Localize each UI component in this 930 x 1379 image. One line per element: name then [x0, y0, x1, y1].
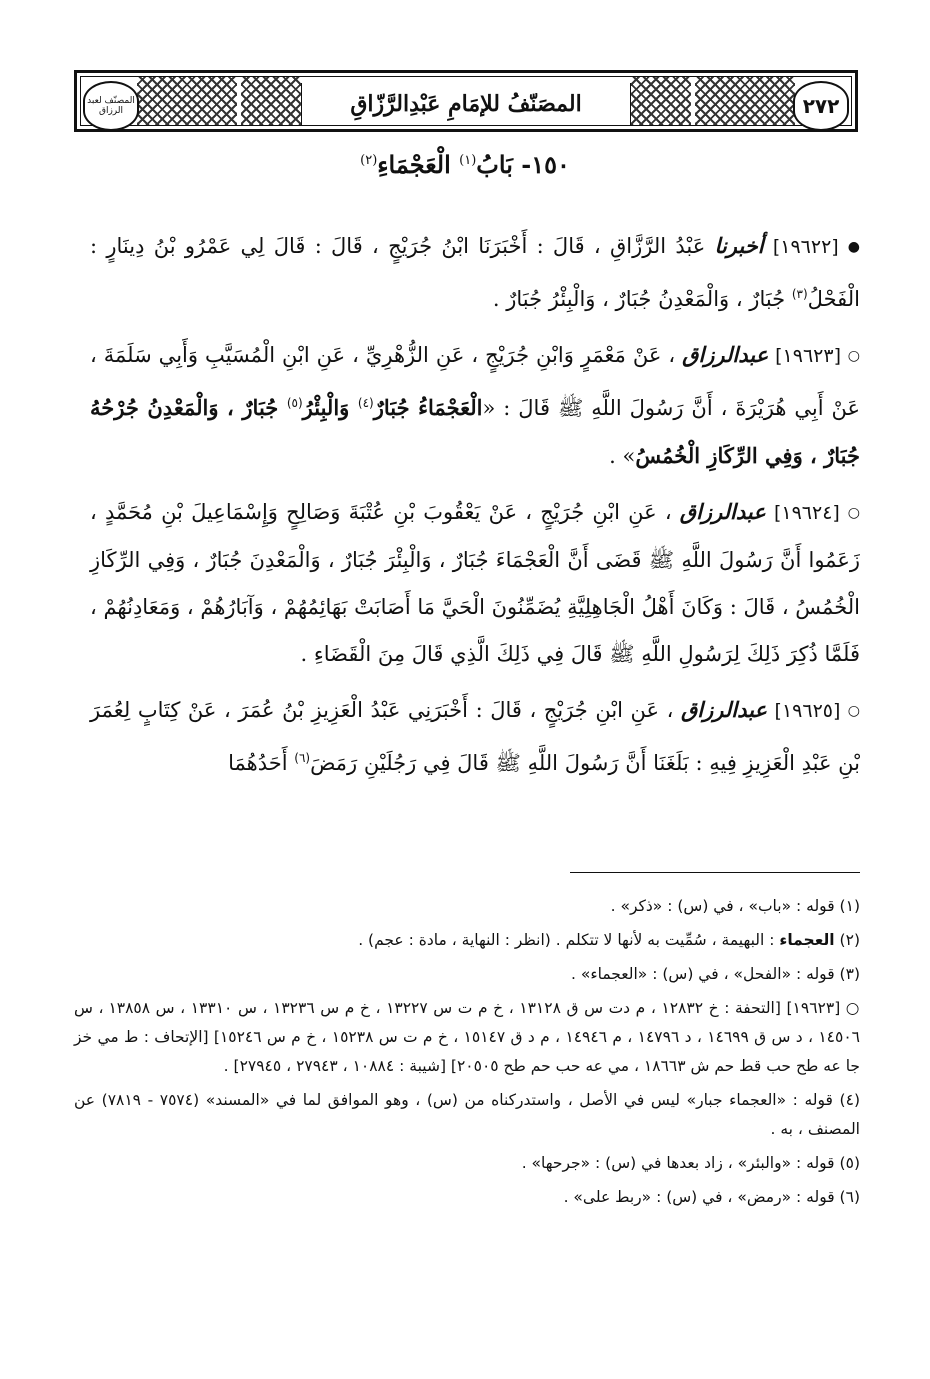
footnote-label: (٢) [839, 931, 860, 949]
hadith-number: [١٩٦٢٥] [774, 700, 841, 722]
footnote-ref: (٣) [791, 287, 808, 301]
footnote-label: (٤) [839, 1091, 860, 1109]
footnote-label: (١) [839, 897, 860, 915]
footnote-ref: (١) [459, 153, 477, 168]
footnote-text: قوله : «رمض» ، في (س) : «ربط على» . [563, 1188, 835, 1206]
hadith-19623 [90, 331, 860, 480]
chapter-heading [0, 150, 930, 179]
page-header [74, 70, 858, 132]
footnote-ref: (٢) [360, 153, 378, 168]
footnote-4 [74, 1086, 860, 1144]
footnote-3 [74, 960, 860, 989]
footnote-label: ○ [١٩٦٢٣] [786, 999, 860, 1017]
footnote-label: (٦) [839, 1188, 860, 1206]
footnote-text: قوله : «العجماء جبار» ليس في الأصل ، واستدركناه من (س) ، وهو الموافق لما في «المسند» (٧٥٧٤ - ٧٨١٩) عن المصنف ، به . [74, 1091, 860, 1138]
footnote-2 [74, 926, 860, 955]
main-text [90, 222, 860, 795]
chapter-label: ١٥٠- بَابُ [476, 150, 570, 179]
ornament-band-mid-right [631, 77, 691, 125]
hadith-matn: جُبَارٌ ، وَالْمَعْدِنُ جُرْحُهُ جُبَارٌ ، وَفِي الرِّكَازِ الْخُمُسُ [90, 395, 860, 468]
medallion-logo: المصنّف لعبد الرزاق [83, 81, 139, 131]
hadith-matn: الْعَجْمَاءُ جُبَارٌ [373, 395, 483, 420]
ornament-band-right [695, 77, 795, 125]
footnote-label: (٥) [839, 1154, 860, 1172]
hadith-19625 [90, 686, 860, 787]
footnote-label: (٣) [839, 965, 860, 983]
hadith-number: [١٩٦٢٣] [775, 345, 841, 367]
hadith-text: جُبَارٌ ، وَالْمَعْدِنُ جُبَارٌ ، وَالْبِئْرُ جُبَارٌ . [492, 287, 792, 311]
footnote-takhrij-19623 [74, 994, 860, 1081]
footnote-1 [74, 892, 860, 921]
page-number: ٢٧٢ [793, 81, 849, 131]
footnote-term: العجماء [779, 931, 835, 949]
footnote-text: قوله : «باب» ، في (س) : «ذكر» . [610, 897, 835, 915]
hadith-number: [١٩٦٢٤] [773, 502, 840, 524]
running-title: المصَنّفُ للإمَامِ عَبْدِالرَّزّاقِ [301, 83, 631, 125]
footnote-ref: (٤) [357, 396, 374, 410]
circle-marker [848, 490, 860, 537]
footnote-divider [570, 872, 860, 873]
chapter-title: الْعَجْمَاءِ [377, 150, 451, 179]
hadith-text: ، عَنِ ابْنِ جُرَيْجٍ ، عَنْ يَعْقُوبَ بْنِ عُتْبَةَ وَصَالِحٍ وَإِسْمَاعِيلَ بْنِ مُحَمَّدٍ ، زَعَمُوا أَنَّ رَسُولَ اللَّهِ ﷺ قَضَى أَنَّ الْعَجْمَاءَ جُبَارٌ ، وَالْبِئْرَ جُبَارٌ ، وَالْمَعْدِنَ جُبَارٌ ، وَفِي الرِّكَازِ الْخُمُسُ ، قَالَ : وَكَانَ أَهْلُ الْجَاهِلِيَّةِ يُضَمِّنُونَ الْحَيَّ مَا أَصَابَتْ بَهَائِمُهُمْ ، وَآبَارُهُمْ ، وَمَعَادِنُهُمْ ، فَلَمَّا ذُكِرَ ذَلِكَ لِرَسُولِ اللَّهِ ﷺ قَالَ فِي ذَلِكَ الَّذِي قَالَ مِنَ الْقَضَاءِ . [90, 500, 860, 666]
hadith-source: أخبرنا [714, 233, 764, 258]
hadith-number: [١٩٦٢٢] [772, 236, 839, 258]
hadith-19622 [90, 222, 860, 323]
ornament-band-mid-left [241, 77, 301, 125]
footnote-text: : البهيمة ، سُمِّيت به لأنها لا تتكلم . (انظر : النهاية ، مادة : عجم) . [358, 931, 780, 949]
footnote-6 [74, 1183, 860, 1212]
hadith-source: عبدالرزاق [682, 342, 769, 367]
footnote-5 [74, 1149, 860, 1178]
footnotes [74, 892, 860, 1217]
footnote-ref: (٦) [294, 751, 311, 765]
footnote-text: [التحفة : خ ١٢٨٣٢ ، م دت س ق ١٣١٢٨ ، خ م ت س ١٣٢٢٧ ، خ م س ١٣٢٣٦ ، س ١٣٣١٠ ، س ١٣٨٥٨ ، س ١٤٥٠٦ ، د س ق ١٤٦٩٩ ، د ١٤٧٩٦ ، م ١٤٩٤٦ ، م د ق ١٥١٤٧ ، خ م ت س ١٥٢٣٨ ، خ م س ١٥٢٤٦] [الإتحاف : ط مي خز جا عه طح حب قط حم ش ١٨٦٦٣ ، مي عه حب حم طح ٢٠٥٠٥] [شيبة : ١٠٨٨٤ ، ٢٧٩٤٣ ، ٢٧٩٤٥] . [74, 999, 860, 1075]
hadith-matn: وَالْبِئْرُ [302, 395, 358, 420]
hadith-source: عبدالرزاق [680, 697, 767, 722]
hadith-text: ، عَنِ ابْنِ جُرَيْجٍ ، قَالَ : أَخْبَرَنِي عَبْدُ الْعَزِيزِ بْنُ عُمَرَ ، عَنْ كِتَابٍ لِعُمَرَ بْنِ عَبْدِ الْعَزِيزِ فِيهِ : بَلَغَنَا أَنَّ رَسُولَ اللَّهِ ﷺ قَالَ فِي رَجُلَيْنِ رَمَضَ [90, 698, 860, 775]
footnote-text: قوله : «الفحل» ، في (س) : «العجماء» . [570, 965, 835, 983]
footnote-ref: (٥) [286, 396, 303, 410]
hadith-text: عَبْدُ الرَّزَّاقِ ، قَالَ : أَخْبَرَنَا ابْنُ جُرَيْجٍ ، قَالَ : قَالَ لِي عَمْرُو بْنُ دِينَارٍ : الْفَحْلُ [90, 234, 860, 311]
footnote-text: قوله : «والبئر» ، زاد بعدها في (س) : «جرحها» . [521, 1154, 835, 1172]
hadith-text: » . [609, 444, 636, 468]
hadith-source: عبدالرزاق [679, 499, 766, 524]
hadith-text: ، عَنْ مَعْمَرٍ وَابْنِ جُرَيْجٍ ، عَنِ الزُّهْرِيِّ ، عَنِ ابْنِ الْمُسَيَّبِ وَأَبِي سَلَمَةَ ، عَنْ أَبِي هُرَيْرَةَ ، أَنَّ رَسُولَ اللَّهِ ﷺ قَالَ : « [90, 343, 861, 420]
hadith-19624 [90, 488, 860, 678]
header-frame [80, 76, 852, 126]
circle-marker [848, 688, 860, 735]
circle-marker [848, 333, 860, 380]
bullet-marker [848, 224, 860, 271]
hadith-text: أَحَدُهُمَا [228, 751, 295, 775]
ornament-band-left [137, 77, 237, 125]
